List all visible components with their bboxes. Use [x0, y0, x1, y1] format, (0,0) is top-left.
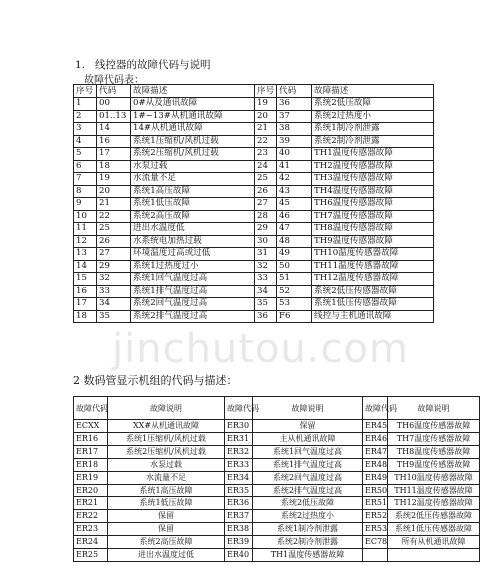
table-cell: ER23 — [74, 523, 108, 536]
table-cell: 4 — [74, 135, 97, 148]
table-cell: ER18 — [74, 458, 108, 471]
table-cell: 34 — [255, 285, 277, 298]
table-cell: ER35 — [225, 484, 253, 497]
table-cell — [363, 549, 388, 562]
table-cell: 22 — [97, 210, 131, 223]
table-cell: 52 — [277, 285, 312, 298]
table-cell: 1#~13#从机通讯故障 — [131, 110, 255, 123]
table-cell: 水流量不足 — [108, 471, 225, 484]
table-cell: 20 — [255, 110, 277, 123]
table-cell: 14 — [97, 123, 131, 136]
table-row — [74, 235, 434, 248]
table-cell: 系统2排气温度过高 — [253, 484, 363, 497]
table-cell: 31 — [255, 248, 277, 261]
table-cell: 36 — [277, 98, 312, 111]
table-cell: 30 — [255, 235, 277, 248]
table-cell: TH7温度传感器故障 — [312, 210, 434, 223]
header-cell: 故障描述 — [131, 85, 255, 98]
table-cell: TH4温度传感器故障 — [312, 185, 434, 198]
table-row — [74, 135, 434, 148]
table-cell: 12 — [74, 235, 97, 248]
table-row — [74, 260, 434, 273]
table-cell: 系统2制冷剂泄露 — [312, 135, 434, 148]
table-cell: 系统1低压传感器故障 — [388, 523, 480, 536]
fault-code-table — [73, 84, 434, 323]
table-cell: ER31 — [225, 432, 253, 445]
table-cell: ER39 — [225, 536, 253, 549]
section1-subtitle: 故障代码表： — [84, 75, 144, 86]
table-cell: 40 — [277, 148, 312, 161]
table-cell: ER45 — [363, 420, 388, 433]
table-cell: F6 — [277, 310, 312, 323]
table-cell: 系统2低压传感器故障 — [388, 510, 480, 523]
table-cell: 24 — [255, 160, 277, 173]
table-cell: 25 — [255, 173, 277, 186]
table-row — [74, 223, 434, 236]
table-cell: 45 — [277, 198, 312, 211]
table-cell: TH2温度传感器故障 — [312, 160, 434, 173]
table-row — [74, 536, 480, 549]
table-cell: ER50 — [363, 484, 388, 497]
table-cell: ER21 — [74, 497, 108, 510]
table-cell: 系统1低压故障 — [131, 198, 255, 211]
header-cell: 故障代码 — [225, 397, 253, 420]
table-cell: 系统1回气温度过高 — [253, 445, 363, 458]
table-row — [74, 445, 480, 458]
table-cell: 27 — [97, 248, 131, 261]
table-row — [74, 471, 480, 484]
table-row — [74, 432, 480, 445]
table-cell: 19 — [97, 173, 131, 186]
section1-title-text: 线控器的故障代码与说明 — [95, 59, 211, 71]
table-cell: 系统2压缩机/风机过载 — [131, 148, 255, 161]
table-cell: 所有从机通讯故障 — [388, 536, 480, 549]
table-cell: 42 — [277, 173, 312, 186]
table-cell: ER32 — [225, 445, 253, 458]
table-cell: 3 — [74, 123, 97, 136]
table-row — [74, 510, 480, 523]
table-cell: ER47 — [363, 445, 388, 458]
table-cell: 系统2回气温度过高 — [131, 298, 255, 311]
table-cell: 27 — [255, 198, 277, 211]
table-row — [74, 160, 434, 173]
table-cell: 51 — [277, 273, 312, 286]
table-cell: 26 — [97, 235, 131, 248]
table-cell: ER49 — [363, 471, 388, 484]
display-code-table — [73, 396, 480, 562]
table-cell: 系统2高压故障 — [108, 536, 225, 549]
table-cell: 系统2回气温度过高 — [253, 471, 363, 484]
table-cell: 系统2排气温度过高 — [131, 310, 255, 323]
table-cell: 系统1回气温度过高 — [131, 273, 255, 286]
table-cell: 系统1低压故障 — [108, 497, 225, 510]
table-cell: 16 — [97, 135, 131, 148]
table-cell: 15 — [74, 273, 97, 286]
table-header-row — [74, 85, 434, 98]
table-cell: ER51 — [363, 497, 388, 510]
table-cell: 17 — [97, 148, 131, 161]
table-cell: 23 — [255, 148, 277, 161]
table-cell: 水泵过载 — [131, 160, 255, 173]
table-cell: 39 — [277, 135, 312, 148]
section2-title: 2 数码管显示机组的代码与描述： — [73, 374, 238, 387]
table-cell: 11 — [74, 223, 97, 236]
table-cell: 13 — [74, 248, 97, 261]
table-cell: 19 — [255, 98, 277, 111]
table-cell: TH7温度传感器故障 — [388, 432, 480, 445]
table-cell: 系统2高压故障 — [131, 210, 255, 223]
table-cell: TH10温度传感器故障 — [312, 248, 434, 261]
table-row — [74, 198, 434, 211]
table-cell: 14#从机通讯故障 — [131, 123, 255, 136]
table-cell: 系统2制冷剂泄露 — [253, 536, 363, 549]
table-cell: 1 — [74, 98, 97, 111]
table-cell: 21 — [97, 198, 131, 211]
table-cell: 进出水温度低 — [131, 223, 255, 236]
table-cell: 29 — [255, 223, 277, 236]
table-cell: 50 — [277, 260, 312, 273]
table-cell: ER53 — [363, 523, 388, 536]
table-cell: ER30 — [225, 420, 253, 433]
section1-number: 1. — [75, 59, 86, 71]
table-cell: ER46 — [363, 432, 388, 445]
table-cell: 36 — [255, 310, 277, 323]
header-cell: 故障描述 — [312, 85, 434, 98]
header-cell: 故障说明 — [388, 397, 480, 420]
table-cell: 主从机通讯故障 — [253, 432, 363, 445]
table-cell: 5 — [74, 148, 97, 161]
table-cell: 系统1过热度过小 — [131, 260, 255, 273]
table-cell: 保留 — [253, 420, 363, 433]
table-cell: 保留 — [108, 510, 225, 523]
table-cell: 21 — [255, 123, 277, 136]
table-cell: TH6温度传感器故障 — [388, 420, 480, 433]
table-cell: 系统1制冷剂泄露 — [312, 123, 434, 136]
table-cell: TH8温度传感器故障 — [312, 223, 434, 236]
table-cell: 14 — [74, 260, 97, 273]
table-cell: 环境温度过高或过低 — [131, 248, 255, 261]
table-cell: 水泵过载 — [108, 458, 225, 471]
table-cell: 41 — [277, 160, 312, 173]
table-cell: 8 — [74, 185, 97, 198]
table-row — [74, 298, 434, 311]
table-cell: 25 — [97, 223, 131, 236]
table-cell: TH8温度传感器故障 — [388, 445, 480, 458]
table-row — [74, 523, 480, 536]
table-row — [74, 420, 480, 433]
table-cell: ER52 — [363, 510, 388, 523]
table-cell: 16 — [74, 285, 97, 298]
table-cell: 9 — [74, 198, 97, 211]
table-cell: 系统2低压故障 — [312, 98, 434, 111]
table-cell: 18 — [97, 160, 131, 173]
table-cell: ER22 — [74, 510, 108, 523]
watermark: jinchutou.com — [112, 326, 409, 372]
table-cell: 系统2压缩机/风机过载 — [108, 445, 225, 458]
table-cell: 49 — [277, 248, 312, 261]
table-cell: 35 — [97, 310, 131, 323]
table-cell: 保留 — [108, 523, 225, 536]
table-cell: TH6温度传感器故障 — [312, 198, 434, 211]
table-cell: ER25 — [74, 549, 108, 562]
table-row — [74, 173, 434, 186]
table-row — [74, 285, 434, 298]
table-cell: ER36 — [225, 497, 253, 510]
table-row — [74, 484, 480, 497]
table-cell: ER48 — [363, 458, 388, 471]
table-cell: 系统2过热度小 — [253, 510, 363, 523]
table-cell: 26 — [255, 185, 277, 198]
table-cell: 29 — [97, 260, 131, 273]
table-cell: 系统1排气温度过高 — [253, 458, 363, 471]
table-cell: 32 — [255, 260, 277, 273]
header-cell: 序号 — [74, 85, 97, 98]
table-cell: 33 — [97, 285, 131, 298]
table-cell: 系统1低压传感器故障 — [312, 298, 434, 311]
header-cell: 故障说明 — [253, 397, 363, 420]
table-cell: 系统2低压故障 — [253, 497, 363, 510]
table-cell: 6 — [74, 160, 97, 173]
table-cell: 18 — [74, 310, 97, 323]
table-row — [74, 310, 434, 323]
table-cell: 38 — [277, 123, 312, 136]
table-cell — [388, 549, 480, 562]
table-cell: 系统2过热度小 — [312, 110, 434, 123]
table-cell: TH10温度传感器故障 — [388, 471, 480, 484]
header-cell: 代码 — [97, 85, 131, 98]
table-row — [74, 210, 434, 223]
table-cell: TH11温度传感器故障 — [388, 484, 480, 497]
table-cell: 17 — [74, 298, 97, 311]
table-cell: 46 — [277, 210, 312, 223]
table-cell: 系统1制冷剂泄露 — [253, 523, 363, 536]
table-row — [74, 458, 480, 471]
header-cell: 故障代码 — [363, 397, 388, 420]
table-row — [74, 123, 434, 136]
header-cell: 故障说明 — [108, 397, 225, 420]
table-row — [74, 185, 434, 198]
table-cell: ER40 — [225, 549, 253, 562]
table-cell: 47 — [277, 223, 312, 236]
table-cell: 37 — [277, 110, 312, 123]
table-cell: XX#从机通讯故障 — [108, 420, 225, 433]
table-row — [74, 497, 480, 510]
table-cell: 22 — [255, 135, 277, 148]
table-cell: 20 — [97, 185, 131, 198]
table-cell: 01..13 — [97, 110, 131, 123]
table-cell: 2 — [74, 110, 97, 123]
table-cell: TH9温度传感器故障 — [312, 235, 434, 248]
table-cell: 48 — [277, 235, 312, 248]
table-cell: 进出水温度过低 — [108, 549, 225, 562]
table-cell: TH9温度传感器故障 — [388, 458, 480, 471]
table-cell: 系统1排气温度过高 — [131, 285, 255, 298]
table-cell: EC78 — [363, 536, 388, 549]
table-cell: ER33 — [225, 458, 253, 471]
table-cell: TH3温度传感器故障 — [312, 173, 434, 186]
table-cell: ER16 — [74, 432, 108, 445]
table-cell: ER37 — [225, 510, 253, 523]
table-cell: 00 — [97, 98, 131, 111]
table-cell: 系统1压缩机/风机过载 — [108, 432, 225, 445]
table-cell: 0#从及通讯故障 — [131, 98, 255, 111]
table-cell: ER17 — [74, 445, 108, 458]
table-cell: 线控与主机通讯故障 — [312, 310, 434, 323]
table-cell: 35 — [255, 298, 277, 311]
table-cell: 系统2低压传感器故障 — [312, 285, 434, 298]
table-cell: 水系统电加热过载 — [131, 235, 255, 248]
table-cell: ER24 — [74, 536, 108, 549]
table-cell: 系统1高压故障 — [131, 185, 255, 198]
table-row — [74, 549, 480, 562]
table-header-row — [74, 397, 480, 420]
table-cell: TH12温度传感器故障 — [388, 497, 480, 510]
table-cell: ER20 — [74, 484, 108, 497]
table-row — [74, 98, 434, 111]
table-cell: 28 — [255, 210, 277, 223]
table-row — [74, 110, 434, 123]
table-cell: TH1温度传感器故障 — [312, 148, 434, 161]
table-cell: 32 — [97, 273, 131, 286]
header-cell: 代码 — [277, 85, 312, 98]
table-cell: ER19 — [74, 471, 108, 484]
table-cell: 系统1压缩机/风机过载 — [131, 135, 255, 148]
table-cell: ER34 — [225, 471, 253, 484]
table-cell: 33 — [255, 273, 277, 286]
section1-title — [75, 57, 211, 72]
table-cell: TH1温度传感器故障 — [253, 549, 363, 562]
table-cell: 53 — [277, 298, 312, 311]
table-cell: 34 — [97, 298, 131, 311]
table-cell: 43 — [277, 185, 312, 198]
header-cell: 序号 — [255, 85, 277, 98]
table-cell: 系统1高压故障 — [108, 484, 225, 497]
table-cell: 水流量不足 — [131, 173, 255, 186]
table-cell: ECXX — [74, 420, 108, 433]
table-cell: ER38 — [225, 523, 253, 536]
table-row — [74, 148, 434, 161]
header-cell: 故障代码 — [74, 397, 108, 420]
table-cell: TH11温度传感器故障 — [312, 260, 434, 273]
table-cell: TH12温度传感器故障 — [312, 273, 434, 286]
table-cell: 10 — [74, 210, 97, 223]
table-row — [74, 248, 434, 261]
table-cell: 7 — [74, 173, 97, 186]
table-row — [74, 273, 434, 286]
